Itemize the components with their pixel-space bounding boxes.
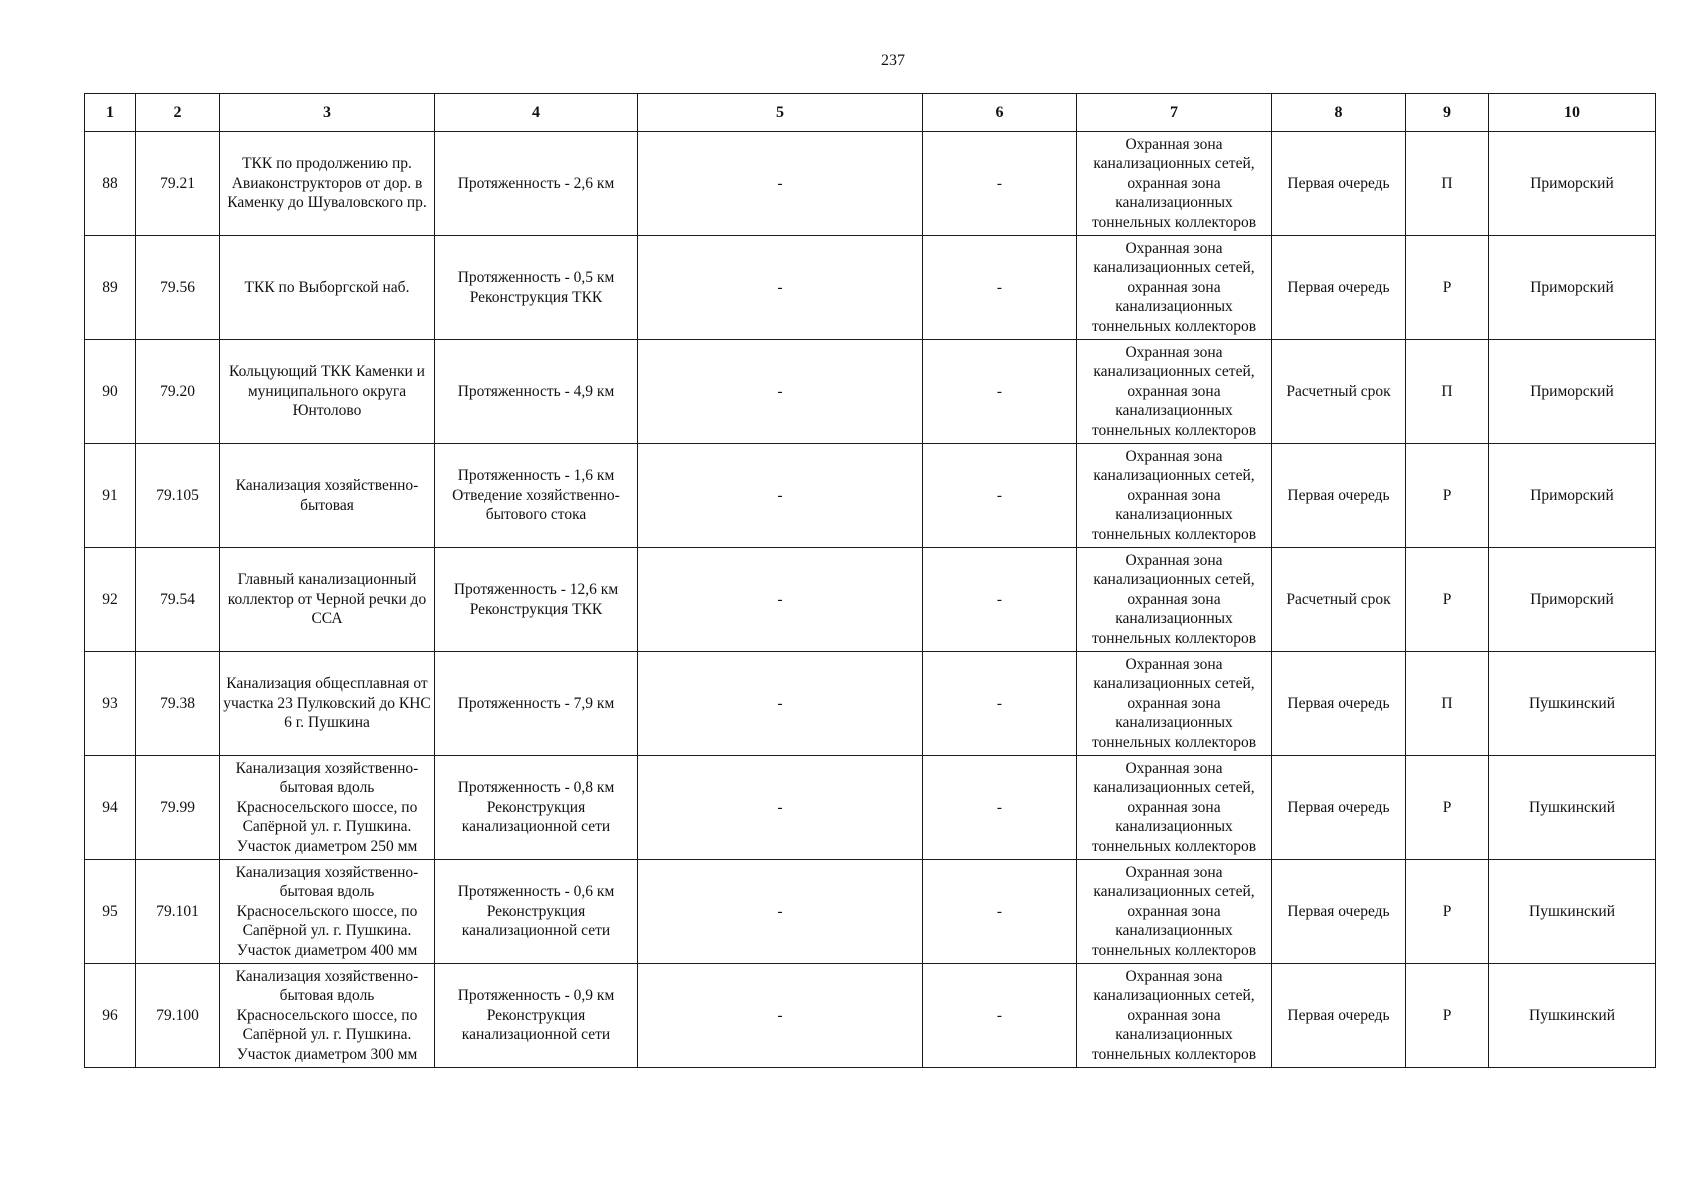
object-name: ТКК по продолжению пр. Авиаконструкторов от дор. в Каменку до Шуваловского пр. xyxy=(220,132,435,236)
object-name: Канализация хозяйственно-бытовая вдоль Красносельского шоссе, по Сапёрной ул. г. Пушкина. Участок диаметром 250 мм xyxy=(220,756,435,860)
row-number: 89 xyxy=(85,236,136,340)
protection-zone: Охранная зона канализационных сетей, охранная зона канализационных тоннельных коллекторов xyxy=(1077,132,1272,236)
status-code: Р xyxy=(1406,444,1489,548)
object-code: 79.100 xyxy=(136,964,220,1068)
protection-zone: Охранная зона канализационных сетей, охранная зона канализационных тоннельных коллекторов xyxy=(1077,444,1272,548)
object-code: 79.101 xyxy=(136,860,220,964)
implementation-stage: Первая очередь xyxy=(1272,756,1406,860)
column-5-value: - xyxy=(638,964,923,1068)
column-header: 1 xyxy=(85,94,136,132)
column-6-value: - xyxy=(923,652,1077,756)
header-row xyxy=(85,94,1656,132)
column-5-value: - xyxy=(638,860,923,964)
object-name: Канализация хозяйственно-бытовая вдоль Красносельского шоссе, по Сапёрной ул. г. Пушкина. Участок диаметром 400 мм xyxy=(220,860,435,964)
protection-zone: Охранная зона канализационных сетей, охранная зона канализационных тоннельных коллекторов xyxy=(1077,548,1272,652)
column-header: 3 xyxy=(220,94,435,132)
row-number: 92 xyxy=(85,548,136,652)
table-row xyxy=(85,236,1656,340)
protection-zone: Охранная зона канализационных сетей, охранная зона канализационных тоннельных коллекторов xyxy=(1077,236,1272,340)
object-name: Кольцующий ТКК Каменки и муниципального округа Юнтолово xyxy=(220,340,435,444)
row-number: 94 xyxy=(85,756,136,860)
registry-table xyxy=(84,93,1656,1068)
column-header: 10 xyxy=(1489,94,1656,132)
column-5-value: - xyxy=(638,444,923,548)
object-parameters: Протяженность - 4,9 км xyxy=(435,340,638,444)
row-number: 96 xyxy=(85,964,136,1068)
page-number: 237 xyxy=(881,52,905,69)
column-6-value: - xyxy=(923,444,1077,548)
column-header: 6 xyxy=(923,94,1077,132)
table-row xyxy=(85,444,1656,548)
protection-zone: Охранная зона канализационных сетей, охранная зона канализационных тоннельных коллекторов xyxy=(1077,652,1272,756)
column-5-value: - xyxy=(638,548,923,652)
district: Приморский xyxy=(1489,444,1656,548)
object-code: 79.21 xyxy=(136,132,220,236)
column-6-value: - xyxy=(923,548,1077,652)
object-name: ТКК по Выборгской наб. xyxy=(220,236,435,340)
status-code: Р xyxy=(1406,860,1489,964)
status-code: П xyxy=(1406,132,1489,236)
column-5-value: - xyxy=(638,340,923,444)
object-parameters: Протяженность - 2,6 км xyxy=(435,132,638,236)
implementation-stage: Первая очередь xyxy=(1272,444,1406,548)
implementation-stage: Первая очередь xyxy=(1272,236,1406,340)
protection-zone: Охранная зона канализационных сетей, охранная зона канализационных тоннельных коллекторов xyxy=(1077,340,1272,444)
column-5-value: - xyxy=(638,132,923,236)
column-5-value: - xyxy=(638,756,923,860)
implementation-stage: Расчетный срок xyxy=(1272,340,1406,444)
column-5-value: - xyxy=(638,652,923,756)
object-name: Канализация общесплавная от участка 23 Пулковский до КНС 6 г. Пушкина xyxy=(220,652,435,756)
row-number: 88 xyxy=(85,132,136,236)
row-number: 91 xyxy=(85,444,136,548)
column-6-value: - xyxy=(923,964,1077,1068)
status-code: Р xyxy=(1406,548,1489,652)
table-row xyxy=(85,548,1656,652)
implementation-stage: Первая очередь xyxy=(1272,132,1406,236)
implementation-stage: Расчетный срок xyxy=(1272,548,1406,652)
column-6-value: - xyxy=(923,756,1077,860)
status-code: Р xyxy=(1406,236,1489,340)
object-code: 79.105 xyxy=(136,444,220,548)
district: Приморский xyxy=(1489,236,1656,340)
protection-zone: Охранная зона канализационных сетей, охранная зона канализационных тоннельных коллекторов xyxy=(1077,860,1272,964)
implementation-stage: Первая очередь xyxy=(1272,860,1406,964)
column-header: 2 xyxy=(136,94,220,132)
status-code: П xyxy=(1406,652,1489,756)
table-row xyxy=(85,964,1656,1068)
column-header: 7 xyxy=(1077,94,1272,132)
object-name: Канализация хозяйственно-бытовая xyxy=(220,444,435,548)
object-code: 79.54 xyxy=(136,548,220,652)
object-code: 79.38 xyxy=(136,652,220,756)
object-parameters: Протяженность - 12,6 км Реконструкция ТКК xyxy=(435,548,638,652)
column-header: 8 xyxy=(1272,94,1406,132)
column-6-value: - xyxy=(923,340,1077,444)
object-name: Главный канализационный коллектор от Черной речки до ССА xyxy=(220,548,435,652)
district: Пушкинский xyxy=(1489,964,1656,1068)
row-number: 93 xyxy=(85,652,136,756)
status-code: Р xyxy=(1406,756,1489,860)
status-code: П xyxy=(1406,340,1489,444)
object-code: 79.20 xyxy=(136,340,220,444)
object-parameters: Протяженность - 1,6 км Отведение хозяйственно-бытового стока xyxy=(435,444,638,548)
object-code: 79.56 xyxy=(136,236,220,340)
row-number: 90 xyxy=(85,340,136,444)
district: Пушкинский xyxy=(1489,652,1656,756)
column-header: 5 xyxy=(638,94,923,132)
table-row xyxy=(85,132,1656,236)
column-6-value: - xyxy=(923,236,1077,340)
protection-zone: Охранная зона канализационных сетей, охранная зона канализационных тоннельных коллекторов xyxy=(1077,756,1272,860)
status-code: Р xyxy=(1406,964,1489,1068)
row-number: 95 xyxy=(85,860,136,964)
object-parameters: Протяженность - 0,6 км Реконструкция канализационной сети xyxy=(435,860,638,964)
protection-zone: Охранная зона канализационных сетей, охранная зона канализационных тоннельных коллекторов xyxy=(1077,964,1272,1068)
district: Приморский xyxy=(1489,548,1656,652)
table-row xyxy=(85,652,1656,756)
table-row xyxy=(85,756,1656,860)
object-parameters: Протяженность - 7,9 км xyxy=(435,652,638,756)
table-row xyxy=(85,860,1656,964)
district: Пушкинский xyxy=(1489,860,1656,964)
column-5-value: - xyxy=(638,236,923,340)
district: Пушкинский xyxy=(1489,756,1656,860)
district: Приморский xyxy=(1489,340,1656,444)
column-header: 4 xyxy=(435,94,638,132)
table-row xyxy=(85,340,1656,444)
object-code: 79.99 xyxy=(136,756,220,860)
object-parameters: Протяженность - 0,9 км Реконструкция канализационной сети xyxy=(435,964,638,1068)
column-header: 9 xyxy=(1406,94,1489,132)
column-6-value: - xyxy=(923,860,1077,964)
column-6-value: - xyxy=(923,132,1077,236)
object-name: Канализация хозяйственно-бытовая вдоль Красносельского шоссе, по Сапёрной ул. г. Пушкина. Участок диаметром 300 мм xyxy=(220,964,435,1068)
object-parameters: Протяженность - 0,8 км Реконструкция канализационной сети xyxy=(435,756,638,860)
implementation-stage: Первая очередь xyxy=(1272,964,1406,1068)
object-parameters: Протяженность - 0,5 км Реконструкция ТКК xyxy=(435,236,638,340)
implementation-stage: Первая очередь xyxy=(1272,652,1406,756)
district: Приморский xyxy=(1489,132,1656,236)
